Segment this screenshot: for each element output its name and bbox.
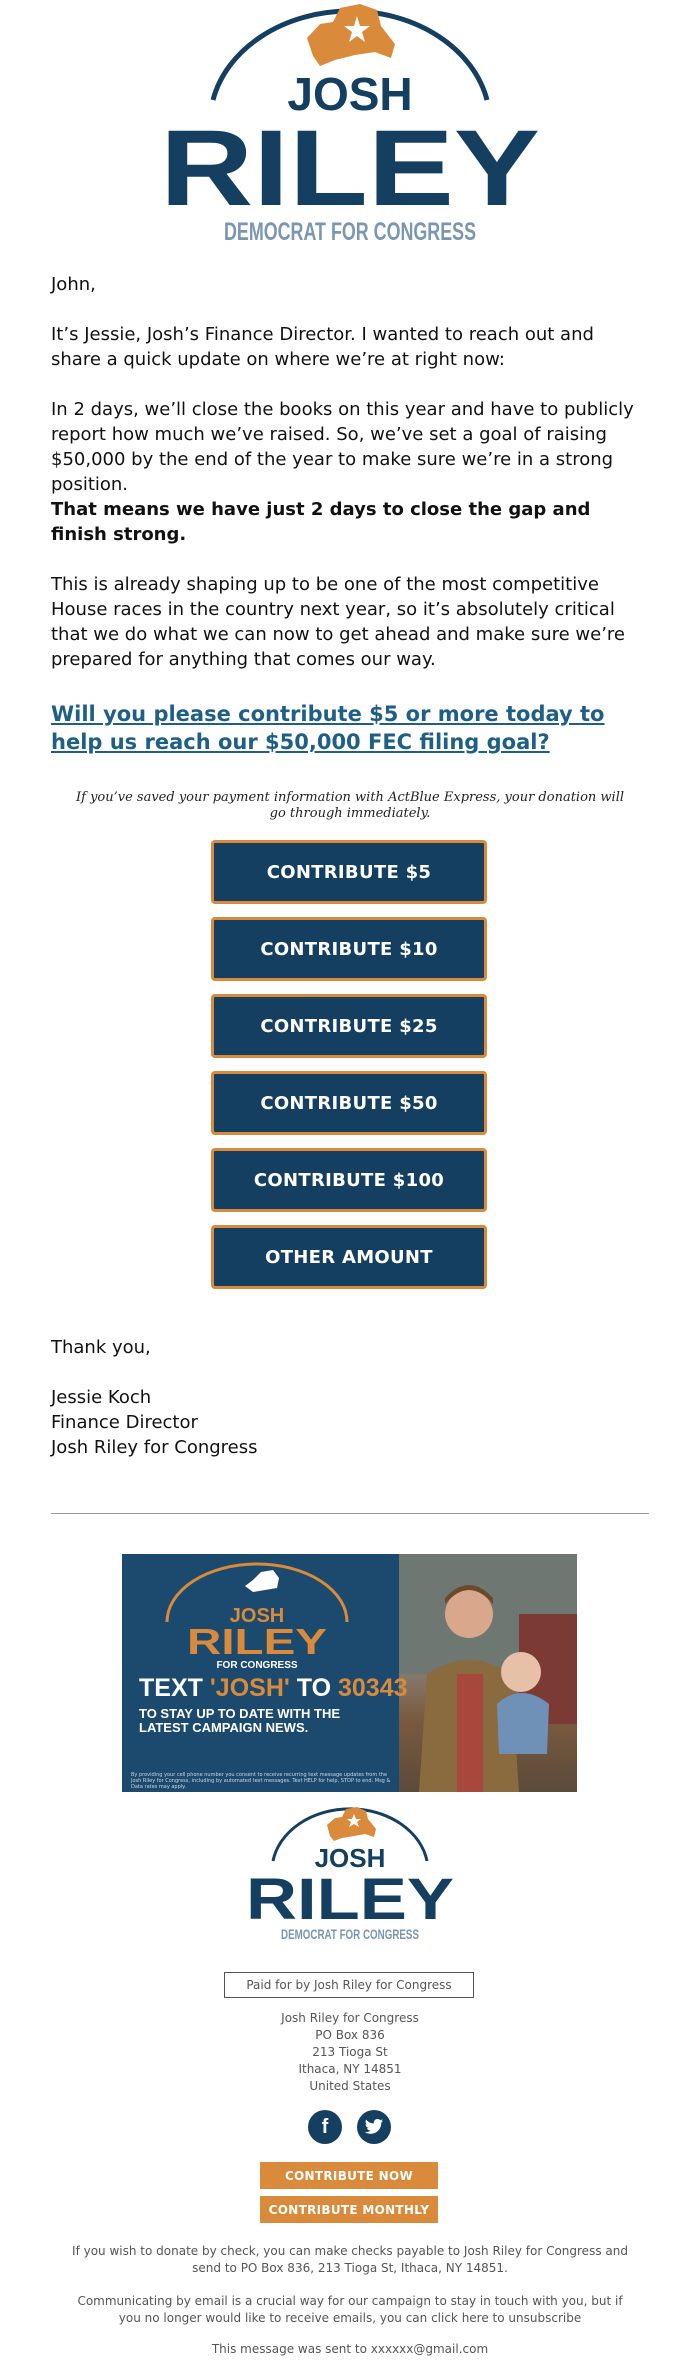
logo-josh: JOSH (287, 68, 413, 120)
banner-logo (157, 1562, 357, 1672)
banner-subline-1: TO STAY UP TO DATE WITH THE (139, 1706, 341, 1721)
banner-fine-print: By providing your cell phone number you consent to receive recurring text message updates from the Josh Riley for Congress, including by automated text messages. Text HELP for help, STOP to end. Msg & Data rates may apply. (131, 1772, 391, 1790)
paragraph-intro: It’s Jessie, Josh’s Finance Director. I wanted to reach out and share a quick update on where we’re at right now: (51, 324, 594, 370)
contribute-now-button[interactable]: CONTRIBUTE NOW (260, 2162, 438, 2189)
contribute-50-button[interactable]: CONTRIBUTE $50 (211, 1071, 487, 1135)
banner-text-to: TO (289, 1674, 338, 1702)
banner-logo-riley: RILEY (187, 1621, 327, 1662)
other-amount-button[interactable]: OTHER AMOUNT (211, 1225, 487, 1289)
divider (51, 1513, 649, 1514)
contribute-10-button[interactable]: CONTRIBUTE $10 (211, 917, 487, 981)
actblue-note: If you’ve saved your payment information with ActBlue Express, your donation will go through immediately. (75, 790, 625, 821)
contribute-monthly-button[interactable]: CONTRIBUTE MONTHLY (260, 2196, 438, 2223)
footer-logo (243, 1805, 457, 1945)
sign-off: Thank you, (51, 1337, 151, 1358)
signature (51, 1335, 649, 1460)
footer-logo-josh: JOSH (314, 1843, 386, 1873)
logo-tagline: DEMOCRAT FOR CONGRESS (224, 218, 476, 246)
greeting: John, (51, 274, 96, 295)
paragraph-emphasis: That means we have just 2 days to close the gap and finish strong. (51, 499, 591, 545)
logo-riley: RILEY (160, 107, 540, 228)
text-josh-banner[interactable] (122, 1554, 577, 1792)
josh-with-child-photo (399, 1554, 577, 1792)
address-line: 213 Tioga St (312, 2045, 388, 2059)
signer-title: Finance Director (51, 1412, 198, 1433)
paid-for-disclaimer: Paid for by Josh Riley for Congress (224, 1972, 474, 1998)
contribute-25-button[interactable]: CONTRIBUTE $25 (211, 994, 487, 1058)
contribute-5-button[interactable]: CONTRIBUTE $5 (211, 840, 487, 904)
paragraph-competitive: This is already shaping up to be one of the most competitive House races in the country next year, so it’s absolutely critical that we do what we can now to get ahead and make sure we’re prepared for anything that comes our way. (51, 574, 626, 670)
sent-to-note: This message was sent to xxxxxx@gmail.com (211, 2342, 489, 2356)
paragraph-deadline: In 2 days, we’ll close the books on this year and have to publicly report how much we’ve raised. So, we’ve set a goal of raising $50,000 by the end of the year to make sure we’re in a strong position. (51, 399, 634, 495)
banner-subtext (139, 1707, 340, 1735)
banner-subline-2: LATEST CAMPAIGN NEWS. (139, 1720, 309, 1735)
banner-headline (139, 1674, 408, 1703)
banner-keyword: 'JOSH' (209, 1674, 290, 1702)
twitter-icon[interactable] (357, 2110, 391, 2144)
banner-text-prefix: TEXT (139, 1674, 210, 1702)
address-line: United States (309, 2079, 391, 2093)
footer-logo-riley: RILEY (246, 1867, 454, 1932)
facebook-icon[interactable]: f (308, 2110, 342, 2144)
banner-number: 30343 (337, 1674, 408, 1702)
banner-logo-josh: JOSH (229, 1605, 285, 1627)
address-line: Ithaca, NY 14851 (298, 2062, 402, 2076)
signer-name: Jessie Koch (51, 1387, 152, 1408)
mailing-address (200, 2010, 500, 2095)
address-line: Josh Riley for Congress (281, 2011, 419, 2025)
check-donation-note: If you wish to donate by check, you can make checks payable to Josh Riley for Congress and send to PO Box 836, 213 Tioga St, Ithaca, NY 14851. (72, 2244, 628, 2275)
footer-logo-tagline: DEMOCRAT FOR CONGRESS (281, 1926, 419, 1942)
banner-logo-sub: FOR CONGRESS (216, 1660, 298, 1671)
signer-org: Josh Riley for Congress (51, 1437, 258, 1458)
banner-ny-icon (245, 1570, 279, 1592)
address-line: PO Box 836 (315, 2028, 385, 2042)
contribute-link[interactable]: Will you please contribute $5 or more today to help us reach our $50,000 FEC filing goal? (51, 702, 605, 754)
contribute-100-button[interactable]: CONTRIBUTE $100 (211, 1148, 487, 1212)
unsubscribe-note[interactable]: Communicating by email is a crucial way for our campaign to stay in touch with you, but if you no longer would like to receive emails, you can click here to unsubscribe (77, 2294, 623, 2325)
josh-riley-logo (155, 0, 545, 248)
